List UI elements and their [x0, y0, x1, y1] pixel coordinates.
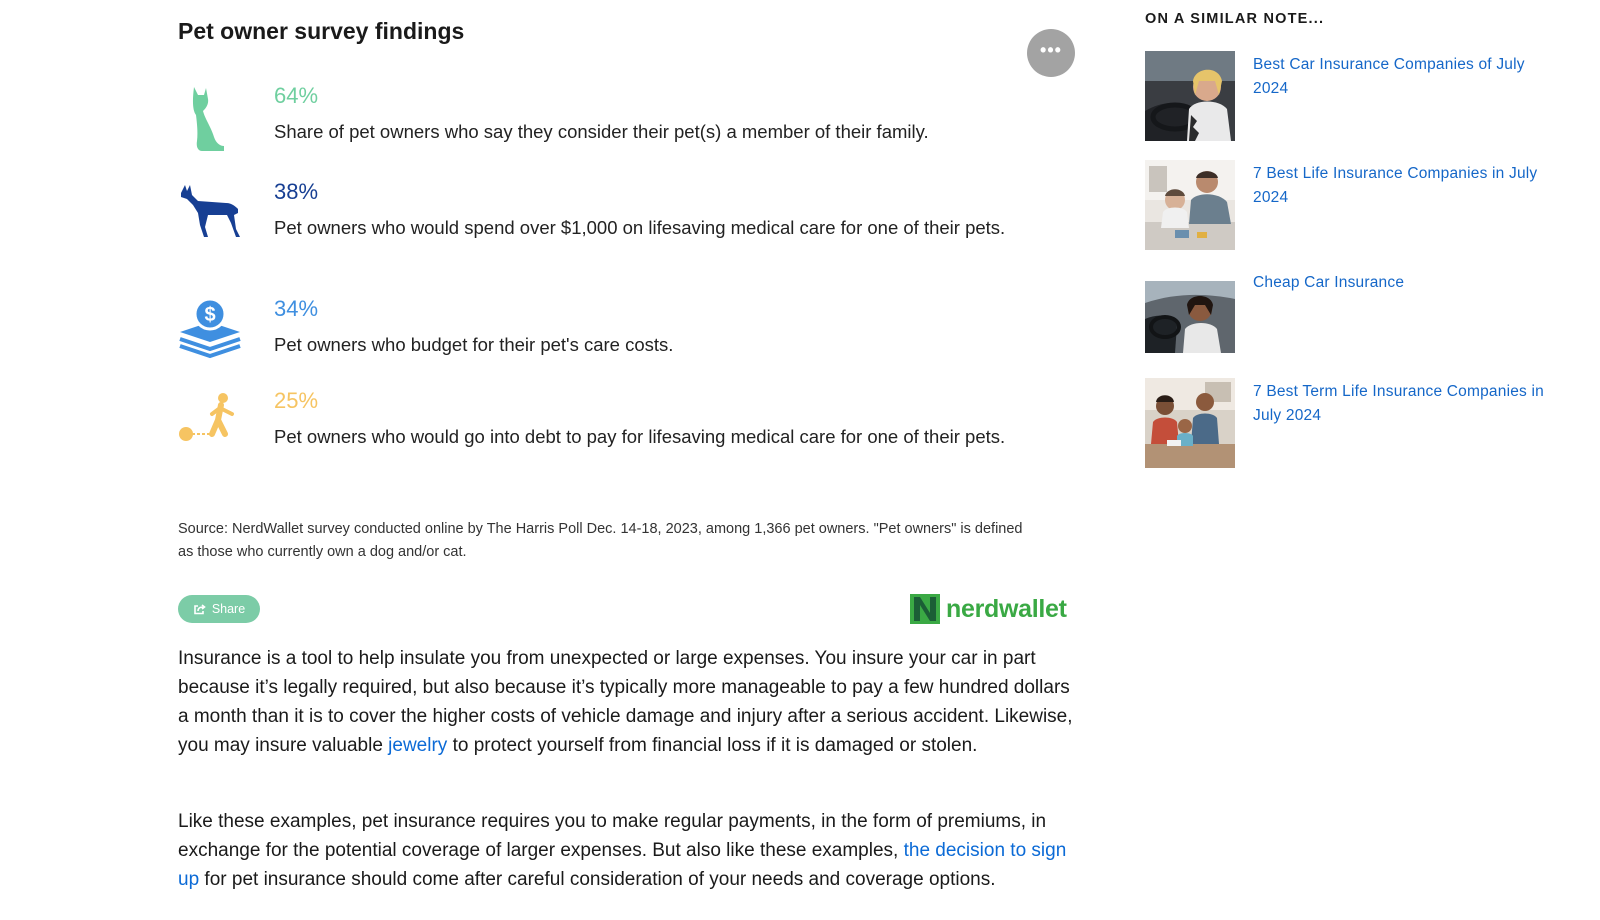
sidebar-item-cheap-car[interactable]	[1145, 269, 1565, 359]
sidebar-item-car-insurance[interactable]	[1145, 51, 1565, 141]
finding-percent: 38%	[274, 179, 319, 204]
sidebar-item-term-life[interactable]	[1145, 378, 1565, 468]
share-label: Share	[211, 602, 246, 616]
dog-icon	[178, 179, 242, 243]
sidebar-link[interactable]: 7 Best Term Life Insurance Companies in July 2024	[1253, 383, 1544, 424]
more-options-button[interactable]	[1027, 29, 1075, 77]
finding-description: Pet owners who would spend over $1,000 on lifesaving medical care for one of their pets.	[274, 217, 1006, 238]
finding-percent: 64%	[274, 83, 319, 108]
survey-source: Source: NerdWallet survey conducted online by The Harris Poll Dec. 14-18, 2023, among 1,366 pet owners. "Pet owners" is defined as those who currently own a dog and/or cat.	[178, 521, 1023, 560]
share-button[interactable]	[178, 595, 260, 623]
sidebar-item-life-insurance[interactable]	[1145, 160, 1565, 250]
survey-title: Pet owner survey findings	[178, 18, 465, 44]
sidebar-heading: ON A SIMILAR NOTE...	[1145, 11, 1325, 27]
share-icon	[193, 603, 206, 615]
article-paragraph-1: Insurance is a tool to help insulate you from unexpected or large expenses. You insure your car in part because it’s legally required, but also because it’s typically more manageable to pay a few hundred dollars a month than it is to cover the higher costs of vehicle damage and injury after a serious accident. Likewise, you may insure valuable jewelry to protect yourself from financial loss if it is damaged or stolen.	[178, 648, 1073, 756]
finding-percent: 34%	[274, 296, 319, 321]
nerdwallet-wordmark: nerdwallet	[946, 595, 1067, 623]
sidebar-link[interactable]: 7 Best Life Insurance Companies in July 2024	[1253, 165, 1538, 206]
money-stack-icon	[178, 296, 242, 360]
svg-text:$: $	[204, 304, 216, 326]
finding-description: Share of pet owners who say they consider their pet(s) a member of their family.	[274, 121, 929, 142]
finding-description: Pet owners who would go into debt to pay for lifesaving medical care for one of their pets.	[274, 426, 1006, 447]
cat-icon	[178, 83, 242, 147]
nerdwallet-mark-icon	[910, 594, 940, 624]
thumbnail-family-table	[1145, 160, 1235, 250]
jewelry-link[interactable]: jewelry	[388, 735, 448, 756]
finding-description: Pet owners who budget for their pet's care costs.	[274, 334, 674, 355]
ball-and-chain-icon	[178, 388, 242, 452]
thumbnail-family-kitchen	[1145, 378, 1235, 468]
thumbnail-car-window	[1145, 269, 1235, 359]
decision-to-sign-up-link[interactable]: the decision to sign up	[178, 840, 1067, 890]
nerdwallet-logo	[910, 594, 1067, 624]
finding-percent: 25%	[274, 388, 319, 413]
sidebar-link[interactable]: Cheap Car Insurance	[1253, 274, 1405, 291]
more-dots-icon: •••	[1040, 40, 1062, 60]
thumbnail-woman-driving	[1145, 51, 1235, 141]
sidebar-link[interactable]: Best Car Insurance Companies of July 2024	[1253, 56, 1525, 97]
article-paragraph-2: Like these examples, pet insurance requires you to make regular payments, in the form of premiums, in exchange for the potential coverage of larger expenses. But also like these examples, the decision to sign up for pet insurance should come after careful consideration of your needs and coverage options.	[178, 811, 1067, 890]
